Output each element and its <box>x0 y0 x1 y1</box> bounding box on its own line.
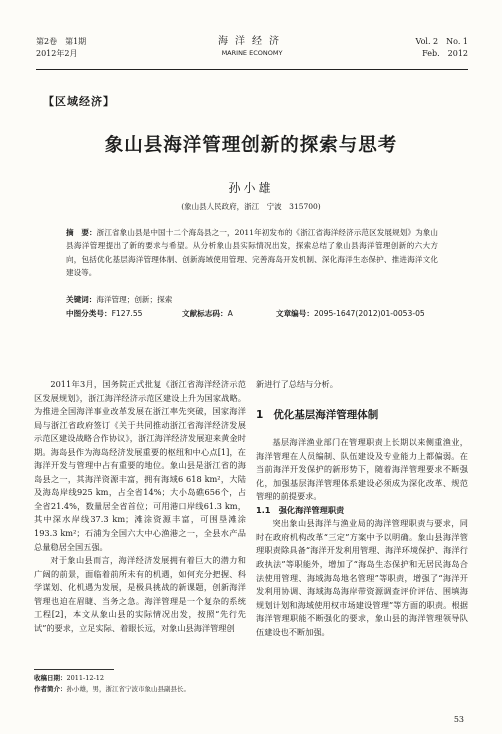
abstract <box>66 226 438 279</box>
section-number: 1 <box>256 408 264 421</box>
header-center <box>36 36 468 58</box>
author-bio-label: 作者简介： <box>34 685 67 693</box>
footnotes <box>34 673 190 695</box>
received-value: 2011-12-12 <box>66 674 104 682</box>
volume-issue-cn: 第2卷 第1期 <box>36 37 87 46</box>
keywords-text: 海洋管理；创新；探索 <box>96 295 173 304</box>
doc-code-label: 文献标志码： <box>182 309 228 318</box>
author-affiliation: (象山县人民政府，浙江 宁波 315700) <box>181 202 321 211</box>
abstract-label: 摘 要： <box>66 228 97 237</box>
received-label: 收稿日期： <box>34 674 67 682</box>
article-title: 象山县海洋管理创新的探索与思考 <box>104 135 398 156</box>
page-number: 53 <box>453 715 464 724</box>
journal-name-cn: 海洋经济 <box>218 36 286 47</box>
clc-value: F127.55 <box>111 309 143 318</box>
received-date <box>34 673 190 684</box>
section-heading-text: 优化基层海洋管理体制 <box>273 408 379 421</box>
journal-name-en: MARINE ECONOMY <box>221 49 283 57</box>
doc-code-value: A <box>227 309 233 318</box>
header-rule <box>36 69 468 70</box>
author-bio <box>34 684 190 695</box>
abstract-text: 浙江省象山县是中国十二个海岛县之一，2011年初发布的《浙江省海洋经济示范区发展规划》为象山县海洋管理提出了新的要求与希望。从分析象山县实际情况出发，探索总结了象山县海洋管理创新的六大方向，包括优化基层海洋管理体制、创新海域使用管理、完善海岛开发机制、深化海洋生态保护、推进海洋文化建设等。 <box>66 228 438 277</box>
keywords-label: 关键词： <box>66 295 97 304</box>
article-number-label: 文章编号： <box>276 309 314 318</box>
running-header <box>36 36 468 68</box>
body-paragraph: 突出象山县海洋与渔业局的海洋管理职责与要求，同时在政府机构改革“三定”方案中予以明确。象山县海洋管理职责除具备“海洋开发利用管理、海洋环境保护、海洋行政执法”等职能外，增加了“海岛生态保护和无居民海岛合法使用管理、海域海岛地名管理”等职责，增强了“海洋开发利用协调、海域海岛海岸带资源调查评价评估、围填海规划计划和海域使用权市场建设管理”等方面的职责。根据海洋管理职能不断强化的要求，象山县的海洋管理领导队伍建设也不断加强。 <box>256 518 468 637</box>
footnote-rule <box>34 669 114 670</box>
clc-label: 中图分类号： <box>66 309 112 318</box>
body-paragraph: 新进行了总结与分析。 <box>256 379 338 389</box>
volume-issue-en: Vol. 2 No. 1 <box>415 37 468 46</box>
date-cn: 2012年2月 <box>36 49 78 58</box>
body-paragraph: 基层海洋渔业部门在管理职责上长期以来侧重渔业，海洋管理在人员编制、队伍建设及专业能力上都偏弱。在当前海洋开发保护的新形势下，随着海洋管理要求不断强化，加强基层海洋管理体系建设必须成为深化改革、规范管理的前提要求。 <box>256 437 468 502</box>
body-column-right <box>256 378 468 639</box>
section-heading-1 <box>256 409 468 423</box>
body-column-left <box>34 378 246 635</box>
author-name: 孙小雄 <box>228 181 274 195</box>
article-number-value: 2095-1647(2012)01-0053-05 <box>313 309 425 318</box>
subsection-heading: 1.1 强化海洋管理职责 <box>256 504 345 515</box>
header-right <box>416 36 468 60</box>
body-paragraph: 2011年3月，国务院正式批复《浙江省海洋经济示范区发展规划》，浙江海洋经济示范区建设上升为国家战略。为推进全国海洋事业改革发展在浙江率先突破，国家海洋局与浙江省政府签订《关于共同推动浙江省海洋经济发展示范区建设战略合作协议》，浙江海洋经济发展迎来黄金时期。海岛县作为海岛经济发展重要的枢纽和中心点[1]，在海洋开发与管理中占有重要的地位。象山县是浙江省的海岛县之一，其海洋资源丰富，拥有海域6 618 km²，大陆及海岛岸线925 km，占全省14%；大小岛礁656个，占全省21.4%，数量居全省首位；可用港口岸线61.3 km，其中深水岸线37.3 km；滩涂资源丰富，可围垦滩涂193.3 km²；石浦为全国六大中心渔港之一，全县水产品总量稳居全国五强。 <box>34 379 246 552</box>
section-tag: 【区域经济】 <box>43 95 115 108</box>
date-en: Feb. 2012 <box>422 49 468 58</box>
author-bio-value: 孙小雄，男，浙江省宁波市象山县副县长。 <box>66 685 190 693</box>
body-paragraph: 对于象山县而言，海洋经济发展拥有着巨大的潜力和广阔的前景，面临着前所未有的机遇，如何充分把握、科学谋划、化机遇为发展，是极具挑战的新课题，创新海洋管理也迫在眉睫、当务之急。海洋管理是一个复杂的系统工程[2]，本文从象山县的实际情况出发，按照“先行先试”的要求，立足实际、着眼长远，对象山县海洋管理创 <box>34 555 246 633</box>
